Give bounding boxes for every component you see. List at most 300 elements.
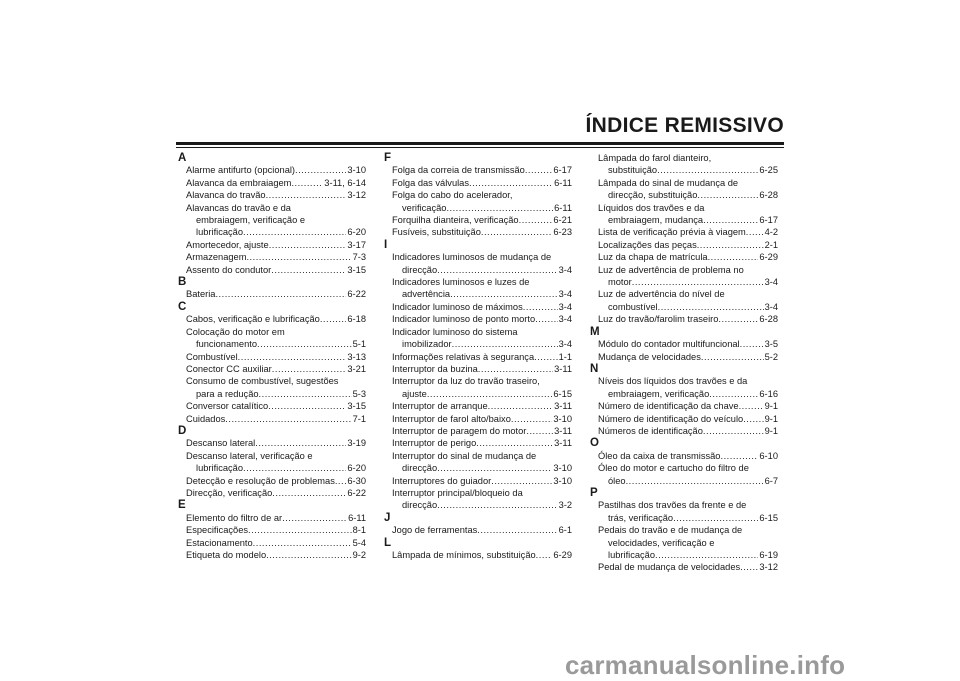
entry-text: Conversor catalítico (186, 401, 269, 412)
page-reference: 3-13 (347, 351, 366, 362)
index-entry-line (598, 499, 778, 511)
index-entry (178, 351, 366, 363)
page-reference: 6-25 (759, 165, 778, 176)
dot-leader (525, 164, 553, 176)
entry-text: Interruptor da luz do travão traseiro, (392, 376, 540, 387)
index-entry (178, 189, 366, 201)
page-reference: 3-15 (347, 264, 366, 275)
dot-leader (534, 351, 557, 363)
section-letter: L (384, 536, 392, 549)
page-reference: 3-4 (558, 339, 572, 350)
index-entry-line (598, 450, 778, 462)
page-reference: 6-20 (347, 463, 366, 474)
index-entry-line (392, 164, 572, 176)
page-reference: 3-4 (558, 289, 572, 300)
page-reference: 9-1 (764, 413, 778, 424)
index-entry-line (392, 214, 572, 226)
entry-text: imobilizador (402, 339, 452, 350)
index-entry-line (392, 413, 572, 425)
page-reference: 3-10 (553, 413, 572, 424)
page-reference: 6-10 (759, 450, 778, 461)
entry-text: Alavanca do travão (186, 190, 266, 201)
index-entry-line (392, 462, 572, 474)
index-entry-line (186, 214, 366, 226)
dot-leader (526, 425, 553, 437)
index-entry-line (186, 462, 366, 474)
index-entry-line (392, 475, 572, 487)
index-entry (590, 313, 778, 325)
page-reference: 6-20 (347, 227, 366, 238)
entry-text: Óleo da caixa de transmissão (598, 450, 721, 461)
dot-leader (718, 313, 758, 325)
index-entry-line (598, 400, 778, 412)
entry-text: Pastilhas dos travões da frente e de (598, 500, 747, 511)
dot-leader (523, 301, 558, 313)
dot-leader (450, 288, 557, 300)
index-entry-line (598, 338, 778, 350)
entry-text: Interruptor do sinal de mudança de (392, 450, 537, 461)
watermark-text: carmanualsonline.info (565, 650, 846, 680)
page-reference: 6-29 (759, 252, 778, 263)
dot-leader (697, 189, 758, 201)
dot-leader (272, 363, 347, 375)
page-reference: 6-23 (553, 227, 572, 238)
index-entry (384, 375, 572, 400)
page-reference: 3-17 (347, 239, 366, 250)
dot-leader (272, 487, 346, 499)
page-reference: 6-28 (759, 190, 778, 201)
index-entry (178, 487, 366, 499)
dot-leader (709, 388, 758, 400)
index-entry-line (186, 375, 366, 387)
page-reference: 6-21 (553, 215, 572, 226)
page-reference: 5-2 (764, 351, 778, 362)
entry-text: Luz de advertência de problema no (598, 264, 744, 275)
index-entry-line (186, 549, 366, 561)
index-entry-line (186, 313, 366, 325)
page-reference: 3-4 (764, 301, 778, 312)
index-entry (384, 313, 572, 325)
entry-text: Interruptor de perigo (392, 438, 477, 449)
index-entry-line (392, 177, 572, 189)
index-entry (590, 202, 778, 227)
dot-leader (626, 475, 764, 487)
dot-leader (266, 189, 347, 201)
entry-text: Cabos, verificação e lubrificação (186, 314, 320, 325)
entry-text: Armazenagem (186, 252, 247, 263)
dot-leader (655, 549, 758, 561)
index-entry-line (598, 264, 778, 276)
dot-leader (673, 512, 758, 524)
index-entry-line (392, 499, 572, 511)
index-entry-line (186, 164, 366, 176)
index-entry-line (186, 326, 366, 338)
entry-text: Número de identificação do veículo (598, 413, 744, 424)
page-reference: 9-1 (764, 425, 778, 436)
page-reference: 2-1 (764, 239, 778, 250)
dot-leader (452, 338, 558, 350)
index-entry-line (186, 202, 366, 214)
index-entry (590, 499, 778, 524)
index-entry-line (598, 413, 778, 425)
section-letter: I (384, 238, 388, 251)
entry-text: Detecção e resolução de problemas (186, 475, 335, 486)
page-reference: 3-11, 6-14 (324, 177, 366, 188)
index-entry-line (392, 338, 572, 350)
page-reference: 6-28 (759, 314, 778, 325)
entry-text: Combustível (186, 351, 238, 362)
dot-leader (437, 499, 557, 511)
page-reference: 7-1 (352, 413, 366, 424)
dot-leader (335, 475, 347, 487)
index-entry-line (392, 450, 572, 462)
index-entry (178, 375, 366, 400)
index-entry-line (598, 351, 778, 363)
entry-text: Amortecedor, ajuste (186, 239, 269, 250)
entry-text: velocidades, verificação e (608, 537, 715, 548)
entry-text: Conector CC auxiliar (186, 363, 272, 374)
index-entry-line (186, 363, 366, 375)
section-letter: N (590, 362, 599, 375)
page-reference: 9-1 (764, 401, 778, 412)
entry-text: Direcção, verificação (186, 487, 273, 498)
index-entry-line (186, 239, 366, 251)
index-entry (590, 226, 778, 238)
entry-text: Bateria (186, 289, 216, 300)
index-entry-line (186, 524, 366, 536)
entry-text: Descanso lateral (186, 438, 256, 449)
dot-leader (536, 549, 553, 561)
index-entry-line (186, 437, 366, 449)
index-column-1 (178, 152, 366, 561)
index-entry (590, 462, 778, 487)
entry-text: Módulo do contador multifuncional (598, 339, 740, 350)
title-rule-thin (176, 147, 784, 148)
entry-text: Interruptores do guiador (392, 475, 492, 486)
index-entry (384, 301, 572, 313)
entry-text: embraiagem, mudança (608, 215, 704, 226)
index-entry (384, 450, 572, 475)
index-entry (590, 425, 778, 437)
page-reference: 3-4 (558, 314, 572, 325)
index-entry (590, 400, 778, 412)
dot-leader (257, 338, 352, 350)
page-reference: 6-15 (759, 512, 778, 523)
index-entry-line (598, 475, 778, 487)
entry-text: Mudança de velocidades (598, 351, 701, 362)
index-entry-line (186, 338, 366, 350)
index-entry-line (598, 152, 778, 164)
page-reference: 6-15 (553, 388, 572, 399)
index-entry-line (392, 189, 572, 201)
dot-leader (437, 462, 552, 474)
entry-text: Folga da correia de transmissão (392, 165, 525, 176)
entry-text: Luz do travão/farolim traseiro (598, 314, 719, 325)
entry-text: Interruptor de arranque (392, 401, 488, 412)
index-entry-line (392, 202, 572, 214)
section-letter: C (178, 300, 187, 313)
index-entry-line (598, 177, 778, 189)
index-entry-line (186, 475, 366, 487)
entry-text: Colocação do motor em (186, 326, 285, 337)
entry-text: Localizações das peças (598, 239, 697, 250)
index-entry-line (186, 189, 366, 201)
entry-text: funcionamento (196, 339, 257, 350)
index-column-2 (384, 152, 572, 561)
page-reference: 6-7 (764, 475, 778, 486)
page-reference: 3-11 (554, 425, 572, 436)
page-reference: 3-12 (347, 190, 366, 201)
index-entry-line (598, 375, 778, 387)
dot-leader (476, 437, 553, 449)
page-reference: 3-5 (764, 339, 778, 350)
page-reference: 7-3 (352, 252, 366, 263)
dot-leader (697, 239, 764, 251)
index-entry-line (598, 462, 778, 474)
section-letter: B (178, 276, 187, 289)
entry-text: Indicador luminoso do sistema (392, 326, 518, 337)
page-reference: 3-10 (553, 475, 572, 486)
dot-leader (295, 164, 346, 176)
index-entry-line (598, 301, 778, 313)
index-entry (178, 177, 366, 189)
dot-leader (266, 549, 351, 561)
index-entry-line (392, 425, 572, 437)
page-reference: 3-21 (347, 363, 366, 374)
index-entry (384, 164, 572, 176)
section-letter: F (384, 152, 392, 164)
index-entry-line (186, 388, 366, 400)
index-entry (590, 450, 778, 462)
title-rule-thick (176, 142, 784, 145)
index-entry-line (392, 288, 572, 300)
index-entry (384, 251, 572, 276)
index-entry-line (598, 561, 778, 573)
page-reference: 6-11 (554, 202, 572, 213)
index-entry-line (392, 301, 572, 313)
index-entry (590, 288, 778, 313)
index-entry (384, 425, 572, 437)
dot-leader (740, 561, 758, 573)
entry-text: Forquilha dianteira, verificação (392, 215, 519, 226)
section-letter: A (178, 152, 187, 164)
dot-leader (740, 338, 764, 350)
index-entry (384, 524, 572, 536)
page-reference: 3-4 (558, 264, 572, 275)
dot-leader (243, 462, 346, 474)
entry-text: Alavanca da embraiagem (186, 177, 292, 188)
entry-text: Lâmpada do farol dianteiro, (598, 153, 712, 163)
entry-text: Interruptor principal/bloqueio da (392, 487, 523, 498)
index-entry-line (598, 549, 778, 561)
section-letter: J (384, 511, 391, 524)
index-entry (384, 214, 572, 226)
entry-text: Número de identificação da chave (598, 401, 739, 412)
page-reference: 6-18 (347, 314, 366, 325)
dot-leader (255, 437, 346, 449)
index-entry-line (598, 537, 778, 549)
entry-text: trás, verificação (608, 512, 674, 523)
entry-text: Especificações (186, 525, 249, 536)
index-entry (590, 351, 778, 363)
index-entry-line (598, 425, 778, 437)
index-entry-line (598, 226, 778, 238)
index-entry-line (392, 487, 572, 499)
index-entry (384, 226, 572, 238)
section-letter: E (178, 499, 186, 512)
index-entry (178, 326, 366, 351)
dot-leader (259, 388, 352, 400)
page-reference: 3-11 (554, 401, 572, 412)
index-entry (178, 524, 366, 536)
index-entry-line (186, 251, 366, 263)
dot-leader (701, 351, 764, 363)
page-reference: 3-11 (554, 438, 572, 449)
index-entry (178, 437, 366, 449)
entry-text: óleo (608, 475, 626, 486)
entry-text: direcção (402, 500, 438, 511)
index-entry (178, 288, 366, 300)
index-entry (384, 475, 572, 487)
index-entry (178, 512, 366, 524)
index-entry (384, 400, 572, 412)
index-entry-line (598, 388, 778, 400)
entry-text: Cuidados (186, 413, 226, 424)
dot-leader (481, 226, 553, 238)
page-reference: 6-29 (553, 550, 572, 560)
page-reference: 6-22 (347, 289, 366, 300)
index-entry (178, 251, 366, 263)
index-entry (178, 413, 366, 425)
dot-leader (511, 413, 553, 425)
page-reference: 4-2 (764, 227, 778, 238)
index-entry-line (186, 487, 366, 499)
index-entry (590, 375, 778, 400)
entry-text: Jogo de ferramentas (392, 525, 478, 536)
entry-text: Interruptor de paragem do motor (392, 425, 527, 436)
index-entry (590, 152, 778, 177)
index-entry (384, 351, 572, 363)
dot-leader (269, 239, 347, 251)
index-entry-line (598, 239, 778, 251)
entry-text: Estacionamento (186, 537, 253, 548)
index-entry-line (186, 288, 366, 300)
entry-text: lubrificação (608, 550, 656, 560)
page-reference: 3-2 (558, 500, 572, 511)
page-reference: 3-15 (347, 401, 366, 412)
entry-text: lubrificação (196, 463, 244, 474)
index-entry-line (186, 264, 366, 276)
index-entry-line (392, 524, 572, 536)
entry-text: Níveis dos líquidos dos travões e da (598, 376, 748, 387)
dot-leader (632, 276, 764, 288)
entry-text: Alavancas do travão e da (186, 202, 291, 213)
entry-text: advertência (402, 289, 451, 300)
dot-leader (739, 400, 764, 412)
index-entry (384, 276, 572, 301)
entry-text: motor (608, 277, 632, 288)
entry-text: direcção, substituição (608, 190, 698, 201)
index-entry (178, 549, 366, 561)
entry-text: Interruptor de farol alto/baixo (392, 413, 511, 424)
entry-text: direcção (402, 463, 438, 474)
index-entry-line (598, 202, 778, 214)
dot-leader (291, 177, 323, 189)
page-reference: 3-12 (759, 562, 778, 573)
index-entry-line (392, 400, 572, 412)
index-entry (384, 549, 572, 561)
entry-text: Números de identificação (598, 425, 703, 436)
index-entry (590, 264, 778, 289)
index-entry-line (186, 226, 366, 238)
index-entry (590, 338, 778, 350)
index-entry-line (186, 413, 366, 425)
index-entry (384, 177, 572, 189)
entry-text: Informações relativas à segurança (392, 351, 535, 362)
section-letter: O (590, 437, 599, 450)
entry-text: Luz da chapa de matrícula (598, 252, 708, 263)
index-entry-line (186, 351, 366, 363)
entry-text: embraiagem, verificação (608, 388, 710, 399)
index-entry (178, 239, 366, 251)
page-reference: 6-30 (347, 475, 366, 486)
page-reference: 3-4 (764, 277, 778, 288)
index-entry-line (598, 189, 778, 201)
index-entry-line (392, 388, 572, 400)
entry-text: Indicador luminoso de máximos (392, 301, 523, 312)
entry-text: para a redução (196, 388, 259, 399)
index-entry (590, 251, 778, 263)
dot-leader (469, 177, 553, 189)
index-entry-line (598, 313, 778, 325)
index-entry-line (186, 177, 366, 189)
index-entry-line (598, 164, 778, 176)
dot-leader (478, 363, 553, 375)
index-entry (590, 524, 778, 561)
index-entry-line (392, 549, 572, 561)
entry-text: Líquidos dos travões e da (598, 202, 705, 213)
dot-leader (746, 226, 764, 238)
page-reference: 6-11 (348, 512, 366, 523)
index-entry (178, 264, 366, 276)
entry-text: Interruptor da buzina (392, 363, 478, 374)
dot-leader (708, 251, 759, 263)
entry-text: verificação (402, 202, 447, 213)
page-reference: 6-11 (554, 177, 572, 188)
page-reference: 6-22 (347, 487, 366, 498)
index-entry (178, 400, 366, 412)
section-letter: D (178, 424, 187, 437)
entry-text: lubrificação (196, 227, 244, 238)
dot-leader (253, 537, 352, 549)
dot-leader (282, 512, 347, 524)
index-entry (590, 239, 778, 251)
dot-leader (243, 226, 346, 238)
page-reference: 5-4 (352, 537, 366, 548)
page-reference: 6-1 (558, 525, 572, 536)
entry-text: Pedal de mudança de velocidades (598, 562, 741, 573)
dot-leader (477, 524, 557, 536)
page-reference: 8-1 (352, 525, 366, 536)
index-column-3 (590, 152, 778, 574)
page-title: ÍNDICE REMISSIVO (585, 114, 784, 137)
index-entry (384, 326, 572, 351)
page-reference: 3-10 (347, 165, 366, 176)
index-entry-line (392, 226, 572, 238)
dot-leader (703, 425, 764, 437)
section-letter: P (590, 486, 598, 499)
dot-leader (271, 264, 346, 276)
